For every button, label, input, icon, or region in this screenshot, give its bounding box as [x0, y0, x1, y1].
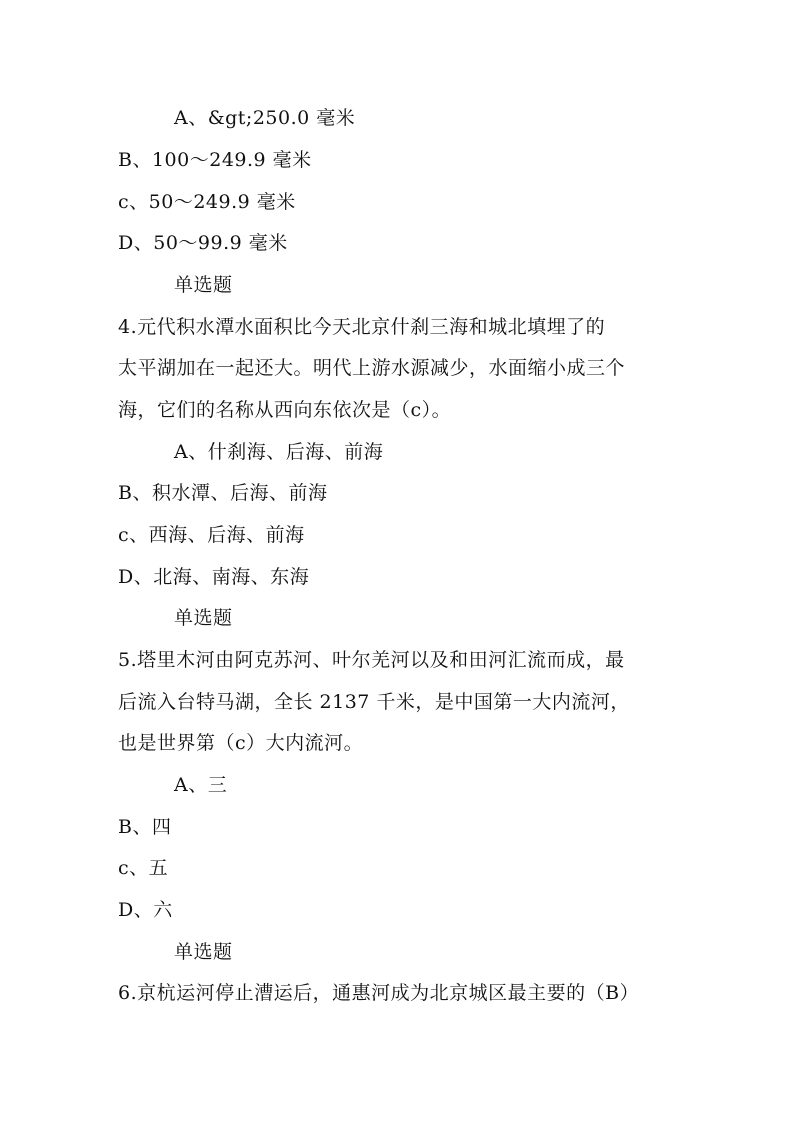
- question-6-line-1: 6.京杭运河停止漕运后，通惠河成为北京城区最主要的（B）: [118, 982, 640, 1004]
- question-5-line-1: 5.塔里木河由阿克苏河、叶尔羌河以及和田河汇流而成，最: [118, 649, 625, 671]
- question-4-line-3: 海，它们的名称从西向东依次是（c）。: [118, 399, 452, 421]
- option-d-q3: D、50～99.9 毫米: [118, 232, 288, 254]
- question-4-line-2: 太平湖加在一起还大。明代上游水源减少，水面缩小成三个: [118, 357, 626, 379]
- option-a-q5: A、三: [174, 774, 228, 796]
- option-c-q3: c、50～249.9 毫米: [118, 191, 296, 213]
- question-5-line-2: 后流入台特马湖，全长 2137 千米，是中国第一大内流河，: [118, 691, 630, 713]
- option-c-q5: c、五: [118, 857, 169, 879]
- option-b-q5: B、四: [118, 816, 172, 838]
- option-b-q3: B、100～249.9 毫米: [118, 149, 312, 171]
- option-c-q4: c、西海、后海、前海: [118, 524, 305, 546]
- option-d-q4: D、北海、南海、东海: [118, 566, 310, 588]
- question-5-line-3: 也是世界第（c）大内流河。: [118, 732, 364, 754]
- question-type-q5: 单选题: [174, 607, 233, 629]
- option-d-q5: D、六: [118, 899, 173, 921]
- option-b-q4: B、积水潭、后海、前海: [118, 482, 328, 504]
- question-type-q6: 单选题: [174, 941, 233, 963]
- option-a-q4: A、什刹海、后海、前海: [174, 441, 384, 463]
- question-4-line-1: 4.元代积水潭水面积比今天北京什刹三海和城北填埋了的: [118, 316, 606, 338]
- question-type-q4: 单选题: [174, 274, 233, 296]
- option-a-q3: A、&gt;250.0 毫米: [174, 107, 356, 129]
